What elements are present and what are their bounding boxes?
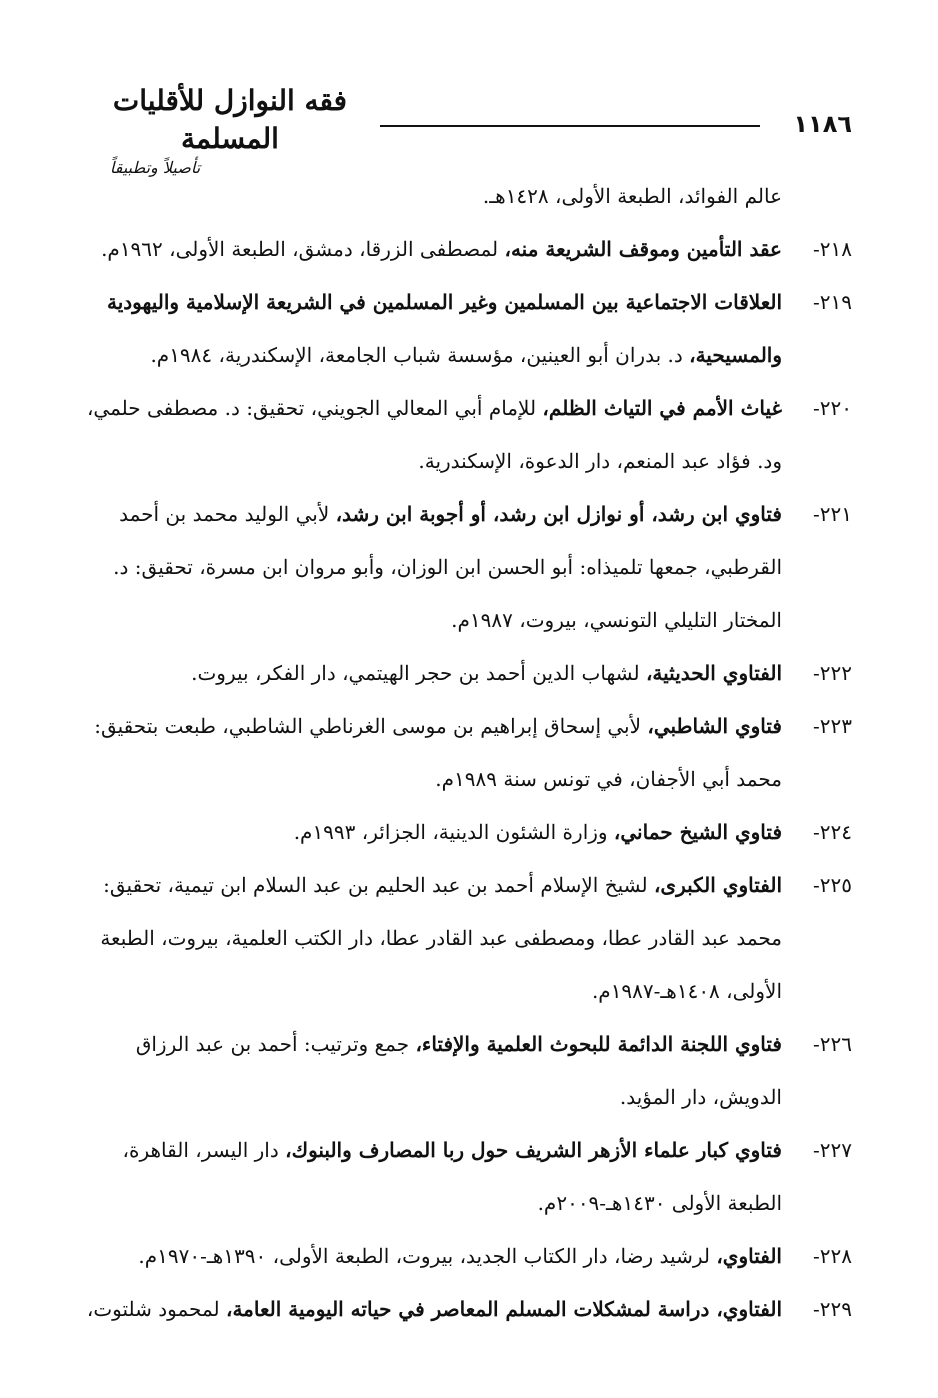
entry-title: الفتاوي،	[716, 1244, 782, 1268]
entry-details: وزارة الشئون الدينية، الجزائر، ١٩٩٣م.	[293, 820, 614, 844]
entry-number: ٢٢١-	[813, 502, 852, 526]
header-rule	[380, 125, 760, 127]
entry-number: ٢٢٥-	[813, 873, 852, 897]
entry-details: للإمام أبي المعالي الجويني، تحقيق: د. مصطفى حلمي، ود. فؤاد عبد المنعم، دار الدعوة، الإسكندرية.	[86, 396, 782, 473]
entry-details: دار اليسر، القاهرة، الطبعة الأولى ١٤٣٠هـ-٢٠٠٩م.	[122, 1138, 782, 1215]
entry-details: لأبي إسحاق إبراهيم بن موسى الغرناطي الشاطبي، طبعت بتحقيق: محمد أبي الأجفان، في تونس سنة ١٩٨٩م.	[94, 714, 782, 791]
bibliography-entry	[80, 382, 852, 488]
entry-details: جمع وترتيب: أحمد بن عبد الرزاق الدويش، دار المؤيد.	[135, 1032, 782, 1109]
bibliography-entry	[80, 859, 852, 1018]
entry-details: لرشيد رضا، دار الكتاب الجديد، بيروت، الطبعة الأولى، ١٣٩٠هـ-١٩٧٠م.	[138, 1244, 717, 1268]
book-title-logo	[80, 82, 380, 178]
entry-number: ٢١٨-	[813, 237, 852, 261]
entry-details: لشيخ الإسلام أحمد بن عبد الحليم بن عبد السلام ابن تيمية، تحقيق: محمد عبد القادر عطا، ومصطفى عبد القادر عطا، دار الكتب العلمية، بيروت، الطبعة الأولى، ١٤٠٨هـ-١٩٨٧م.	[100, 873, 782, 1003]
entry-details: لمحمود شلتوت،	[86, 1297, 226, 1321]
entry-title: عقد التأمين وموقف الشريعة منه،	[504, 237, 782, 261]
continuation-text: عالم الفوائد، الطبعة الأولى، ١٤٢٨هـ.	[482, 184, 782, 208]
entry-title: الفتاوي الكبرى،	[653, 873, 782, 897]
entry-number: ٢٢٢-	[813, 661, 852, 685]
bibliography-entry	[80, 1230, 852, 1283]
entry-details: د. بدران أبو العينين، مؤسسة شباب الجامعة، الإسكندرية، ١٩٨٤م.	[150, 343, 690, 367]
bibliography-entry	[80, 647, 852, 700]
entry-title: فتاوي كبار علماء الأزهر الشريف حول ربا المصارف والبنوك،	[285, 1138, 782, 1162]
entry-title: الفتاوي الحديثية،	[645, 661, 782, 685]
entry-number: ٢٢٣-	[813, 714, 852, 738]
entry-title: غياث الأمم في التياث الظلم،	[542, 396, 782, 420]
bibliography-entry	[80, 488, 852, 647]
entry-details: لشهاب الدين أحمد بن حجر الهيتمي، دار الفكر، بيروت.	[191, 661, 646, 685]
entry-title: فتاوي اللجنة الدائمة للبحوث العلمية والإفتاء،	[415, 1032, 782, 1056]
bibliography-entry	[80, 1018, 852, 1124]
bibliography-entry	[80, 806, 852, 859]
entry-title: فتاوي الشاطبي،	[647, 714, 782, 738]
bibliography-entry	[80, 1283, 852, 1336]
bibliography-entry	[80, 223, 852, 276]
entry-title: العلاقات الاجتماعية بين المسلمين وغير المسلمين في الشريعة الإسلامية واليهودية والمسيحية،	[106, 290, 782, 367]
entry-details: لمصطفى الزرقا، دمشق، الطبعة الأولى، ١٩٦٢م.	[101, 237, 505, 261]
entry-number: ٢٢٤-	[813, 820, 852, 844]
entry-details: لأبي الوليد محمد بن أحمد القرطبي، جمعها تلميذاه: أبو الحسن ابن الوزان، وأبو مروان ابن مسرة، تحقيق: د. المختار التليلي التونسي، بيروت، ١٩٨٧م.	[113, 502, 782, 632]
entry-number: ٢٢٦-	[813, 1032, 852, 1056]
entry-title: فتاوي الشيخ حماني،	[613, 820, 782, 844]
entry-title: فتاوي ابن رشد، أو نوازل ابن رشد، أو أجوبة ابن رشد،	[335, 502, 782, 526]
page-number: ١١٨٦	[793, 110, 852, 138]
entry-title: الفتاوي، دراسة لمشكلات المسلم المعاصر في حياته اليومية العامة،	[225, 1297, 782, 1321]
bibliography-entry	[80, 276, 852, 382]
entry-number: ٢٢٨-	[813, 1244, 852, 1268]
book-subtitle: تأصيلاً وتطبيقاً	[109, 158, 201, 177]
entry-number: ٢٢٩-	[813, 1297, 852, 1321]
entry-number: ٢٢٧-	[813, 1138, 852, 1162]
entry-number: ٢٢٠-	[813, 396, 852, 420]
book-title: فقه النوازل للأقليات المسلمة	[112, 84, 348, 155]
entry-number: ٢١٩-	[813, 290, 852, 314]
page-header	[80, 80, 852, 177]
bibliography-entry	[80, 700, 852, 806]
bibliography-list	[80, 170, 852, 1336]
bibliography-entry	[80, 1124, 852, 1230]
